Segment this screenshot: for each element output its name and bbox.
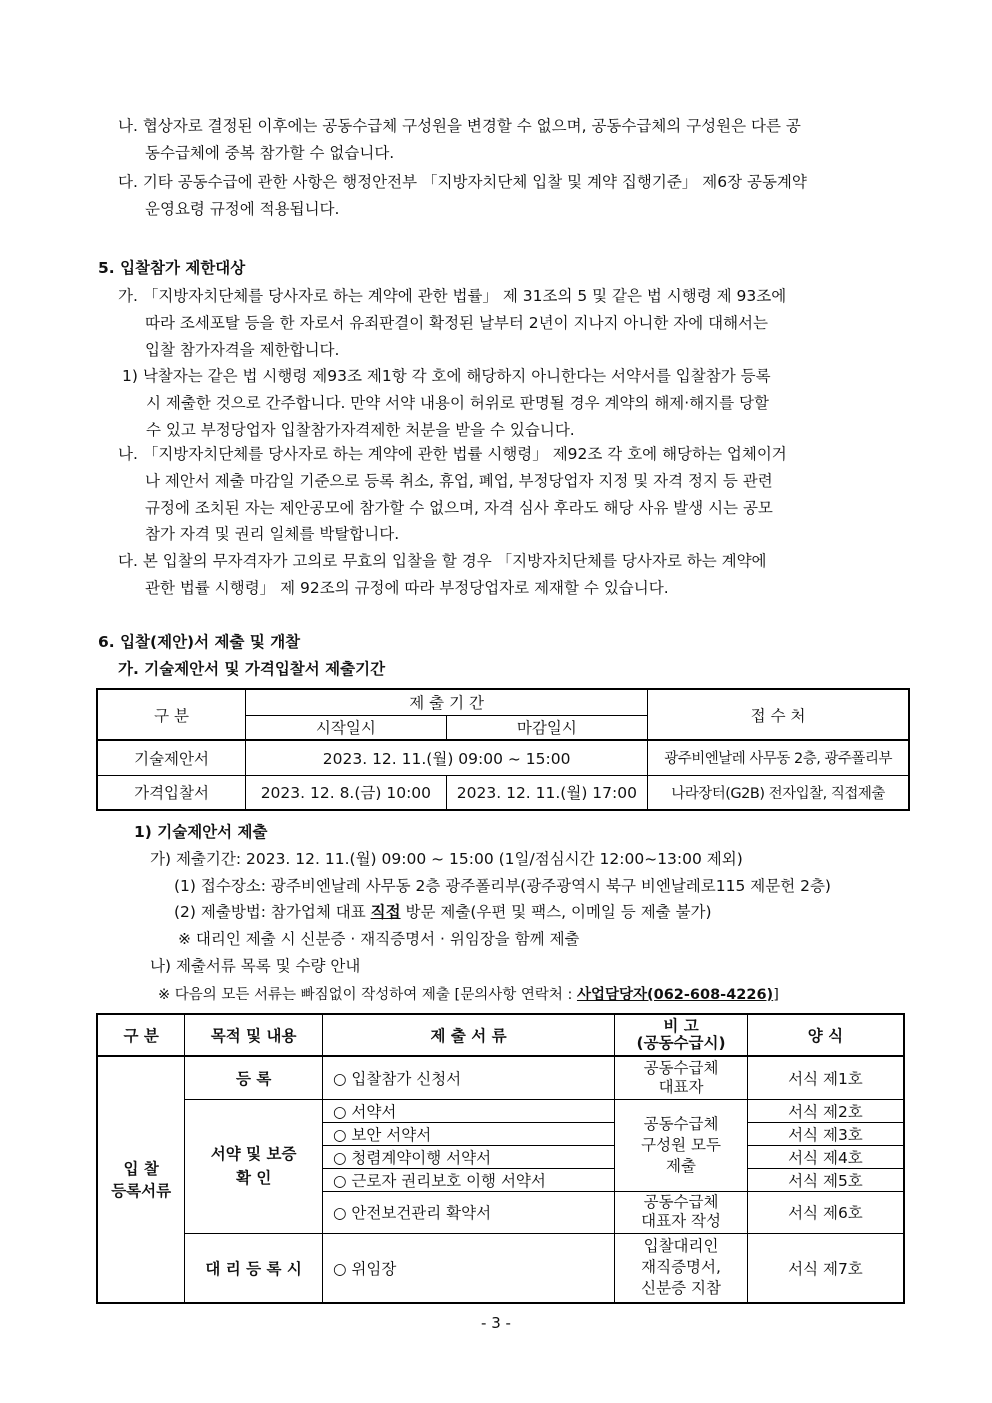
th-end: 마감일시 — [446, 715, 648, 740]
sub1-ga-2: (2) 제출방법: 참가업체 대표 직접 방문 제출(우편 및 팩스, 이메일 등 제출 불가) — [174, 903, 712, 921]
form-4: 서식 제4호 — [747, 1145, 904, 1168]
section-5-title: 5. 입찰참가 제한대상 — [98, 259, 246, 277]
form-2: 서식 제2호 — [747, 1099, 904, 1122]
documents-table — [96, 1013, 905, 1304]
th-period: 제 출 기 간 — [246, 689, 648, 715]
purpose-pledge: 서약 및 보증 확 인 — [185, 1099, 323, 1233]
th2-category: 구 분 — [97, 1014, 185, 1056]
doc-application: ○ 입찰참가 신청서 — [322, 1056, 614, 1099]
th2-remark: 비 고 (공동수급시) — [615, 1014, 748, 1056]
form-3: 서식 제3호 — [747, 1122, 904, 1145]
remark-1: 공동수급체 대표자 — [615, 1056, 748, 1099]
form-5: 서식 제5호 — [747, 1168, 904, 1191]
row-price-name: 가격입찰서 — [97, 775, 246, 810]
doc-security-pledge: ○ 보안 서약서 — [322, 1122, 614, 1145]
sub1-ga-1: (1) 접수장소: 광주비엔날레 사무동 2층 광주폴리부(광주광역시 북구 비엔날레로115 제문헌 2층) — [174, 877, 831, 895]
doc-pledge: ○ 서약서 — [322, 1099, 614, 1122]
submission-period-table — [96, 688, 910, 811]
form-6: 서식 제6호 — [747, 1191, 904, 1233]
form-7: 서식 제7호 — [747, 1233, 904, 1303]
row-tech-place: 광주비엔날레 사무동 2층, 광주폴리부 — [648, 740, 909, 775]
doc-safety-commitment: ○ 안전보건관리 확약서 — [322, 1191, 614, 1233]
sub1-ga-note: ※ 대리인 제출 시 신분증 · 재직증명서 · 위임장을 함께 제출 — [178, 930, 580, 948]
row-price-end: 2023. 12. 11.(월) 17:00 — [446, 775, 648, 810]
contact-note: ※ 다음의 모든 서류는 빠짐없이 작성하여 제출 [문의사항 연락처 : 사업담당자(062-608-4226)] — [158, 987, 779, 1003]
sec5-da: 다. 본 입찰의 무자격자가 고의로 무효의 입찰을 할 경우 「지방자치단체를 당사자로 하는 계약에 관한 법률 시행령」 제 92조의 규정에 따라 부정당업자로 제재할 수 있습니다. — [118, 552, 767, 597]
remark-4: 입찰대리인 재직증명서, 신분증 지참 — [615, 1233, 748, 1303]
th2-docs: 제 출 서 류 — [322, 1014, 614, 1056]
row-tech-period: 2023. 12. 11.(월) 09:00 ~ 15:00 — [246, 740, 648, 775]
row-price-place: 나라장터(G2B) 전자입찰, 직접제출 — [648, 775, 909, 810]
sub1-ga: 가) 제출기간: 2023. 12. 11.(월) 09:00 ~ 15:00 (1일/점심시간 12:00~13:00 제외) — [150, 850, 743, 868]
remark-3: 공동수급체 대표자 작성 — [615, 1191, 748, 1233]
th-place: 접 수 처 — [648, 689, 909, 740]
th-category: 구 분 — [97, 689, 246, 740]
doc-worker-rights-pledge: ○ 근로자 권리보호 이행 서약서 — [322, 1168, 614, 1191]
th2-purpose: 목적 및 내용 — [185, 1014, 323, 1056]
page-number: - 3 - — [481, 1314, 511, 1332]
item-da: 다. 기타 공동수급에 관한 사항은 행정안전부 「지방자치단체 입찰 및 계약 집행기준」 제6장 공동계약 운영요령 규정에 적용됩니다. — [118, 173, 807, 218]
group-bid-registration: 입 찰 등록서류 — [97, 1056, 185, 1303]
doc-power-of-attorney: ○ 위임장 — [322, 1233, 614, 1303]
row-price-start: 2023. 12. 8.(금) 10:00 — [246, 775, 447, 810]
section-6-subtitle: 가. 기술제안서 및 가격입찰서 제출기간 — [118, 660, 386, 678]
th2-form: 양 식 — [747, 1014, 904, 1056]
sec5-na: 나. 「지방자치단체를 당사자로 하는 계약에 관한 법률 시행령」 제92조 각 호에 해당하는 업체이거 나 제안서 제출 마감일 기준으로 등록 취소, 휴업, 폐업, 부정당업자 지정 및 자격 정지 등 관련 규정에 조치된 자는 제안공모에 참가할 수 없으며, 자격 심사 후라도 해당 사유 발생 시는 공모 참가 자격 및 권리 일체를 박탈합니다. — [118, 445, 787, 544]
sec5-ga: 가. 「지방자치단체를 당사자로 하는 계약에 관한 법률」 제 31조의 5 및 같은 법 시행령 제 93조에 따라 조세포탈 등을 한 자로서 유죄판결이 확정된 날부터 2년이 지나지 아니한 자에 대해서는 입찰 참가자격을 제한합니다. — [118, 287, 787, 359]
remark-2: 공동수급체 구성원 모두 제출 — [615, 1099, 748, 1191]
section-6-title: 6. 입찰(제안)서 제출 및 개찰 — [98, 633, 301, 651]
form-1: 서식 제1호 — [747, 1056, 904, 1099]
sub1-na: 나) 제출서류 목록 및 수량 안내 — [150, 957, 361, 975]
purpose-registration: 등 록 — [185, 1056, 323, 1099]
sec5-ga-1: 1) 낙찰자는 같은 법 시행령 제93조 제1항 각 호에 해당하지 아니한다는 서약서를 입찰참가 등록 시 제출한 것으로 간주합니다. 만약 서약 내용이 허위로 판명될 경우 계약의 해제·해지를 당할 수 있고 부정당업자 입찰참가자격제한 처분을 받을 수 있습니다. — [122, 367, 771, 439]
th-start: 시작일시 — [246, 715, 447, 740]
purpose-agent: 대 리 등 록 시 — [185, 1233, 323, 1303]
sub1-title: 1) 기술제안서 제출 — [134, 823, 268, 841]
row-tech-name: 기술제안서 — [97, 740, 246, 775]
doc-integrity-pledge: ○ 청렴계약이행 서약서 — [322, 1145, 614, 1168]
item-na: 나. 협상자로 결정된 이후에는 공동수급체 구성원을 변경할 수 없으며, 공동수급체의 구성원은 다른 공 동수급체에 중복 참가할 수 없습니다. — [118, 117, 801, 162]
